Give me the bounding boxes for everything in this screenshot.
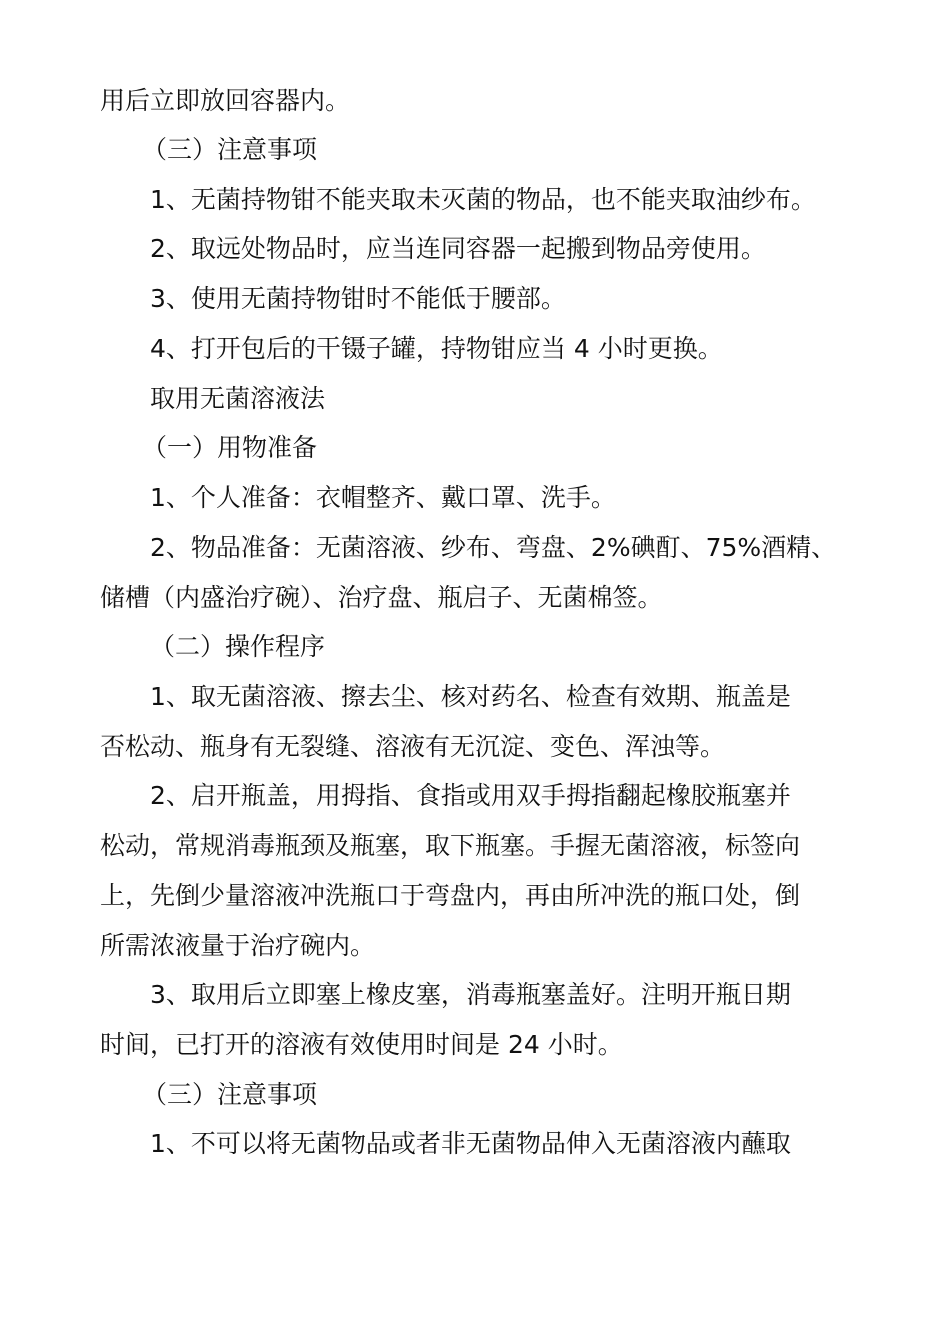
list-item: 1、无菌持物钳不能夹取未灭菌的物品，也不能夹取油纱布。 — [150, 185, 816, 214]
text-line: 时间，已打开的溶液有效使用时间是 24 小时。 — [100, 1030, 623, 1059]
list-item: 2、物品准备：无菌溶液、纱布、弯盘、2%碘酊、75%酒精、 — [150, 533, 837, 562]
list-item: 3、使用无菌持物钳时不能低于腰部。 — [150, 284, 566, 313]
text-line: 用后立即放回容器内。 — [100, 86, 351, 115]
section-title: 取用无菌溶液法 — [150, 384, 326, 413]
text-line: 否松动、瓶身有无裂缝、溶液有无沉淀、变色、浑浊等。 — [100, 732, 726, 761]
section-heading: （三）注意事项 — [142, 135, 318, 164]
list-item: 2、取远处物品时，应当连同容器一起搬到物品旁使用。 — [150, 234, 766, 263]
list-item: 4、打开包后的干镊子罐，持物钳应当 4 小时更换。 — [150, 334, 723, 363]
list-item: 1、不可以将无菌物品或者非无菌物品伸入无菌溶液内蘸取 — [150, 1129, 791, 1158]
section-heading: （三）注意事项 — [142, 1080, 318, 1109]
list-item: 2、启开瓶盖，用拇指、食指或用双手拇指翻起橡胶瓶塞并 — [150, 781, 791, 810]
list-item: 3、取用后立即塞上橡皮塞，消毒瓶塞盖好。注明开瓶日期 — [150, 980, 791, 1009]
text-line: 储槽（内盛治疗碗）、治疗盘、瓶启子、无菌棉签。 — [100, 583, 663, 612]
text-line: 松动，常规消毒瓶颈及瓶塞，取下瓶塞。手握无菌溶液，标签向 — [100, 831, 801, 860]
list-item: 1、取无菌溶液、擦去尘、核对药名、检查有效期、瓶盖是 — [150, 682, 791, 711]
list-item: 1、个人准备：衣帽整齐、戴口罩、洗手。 — [150, 483, 616, 512]
section-heading: （一）用物准备 — [142, 433, 318, 462]
text-line: 上，先倒少量溶液冲洗瓶口于弯盘内，再由所冲洗的瓶口处，倒 — [100, 881, 801, 910]
text-line: 所需浓液量于治疗碗内。 — [100, 931, 376, 960]
section-heading: （二）操作程序 — [150, 632, 326, 661]
